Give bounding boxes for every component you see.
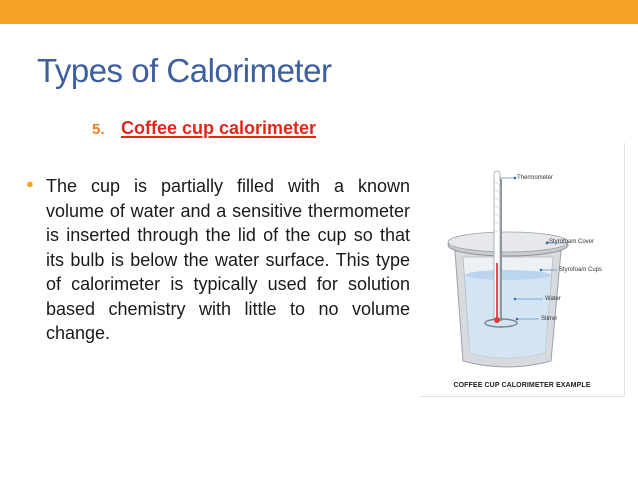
bullet-dot-icon: ● <box>26 176 34 191</box>
cups-label: Styrofoam Cups <box>559 267 603 273</box>
bullet-text: The cup is partially filled with a known volume of water and a sensitive thermometer is inserted through the lid of the cup so that its bulb is below the water surface. This type of calorimeter is typically used for solution based chemistry with little to no volume change. <box>46 176 410 343</box>
thermometer-label: Thermometer <box>517 175 554 181</box>
slide-title: Types of Calorimeter <box>37 52 332 89</box>
figure-caption: COFFEE CUP CALORIMETER EXAMPLE <box>453 382 591 389</box>
cover-label: Styrofoam Cover <box>549 239 595 245</box>
subtitle-number: 5. <box>92 121 105 138</box>
top-accent-bar <box>0 0 638 24</box>
stirrer-label: Stirrer <box>541 316 558 322</box>
bullet-item <box>26 174 410 346</box>
calorimeter-figure <box>419 143 625 397</box>
water-label: Water <box>545 296 561 302</box>
subtitle-text: Coffee cup calorimeter <box>121 118 317 138</box>
subtitle <box>92 118 316 139</box>
